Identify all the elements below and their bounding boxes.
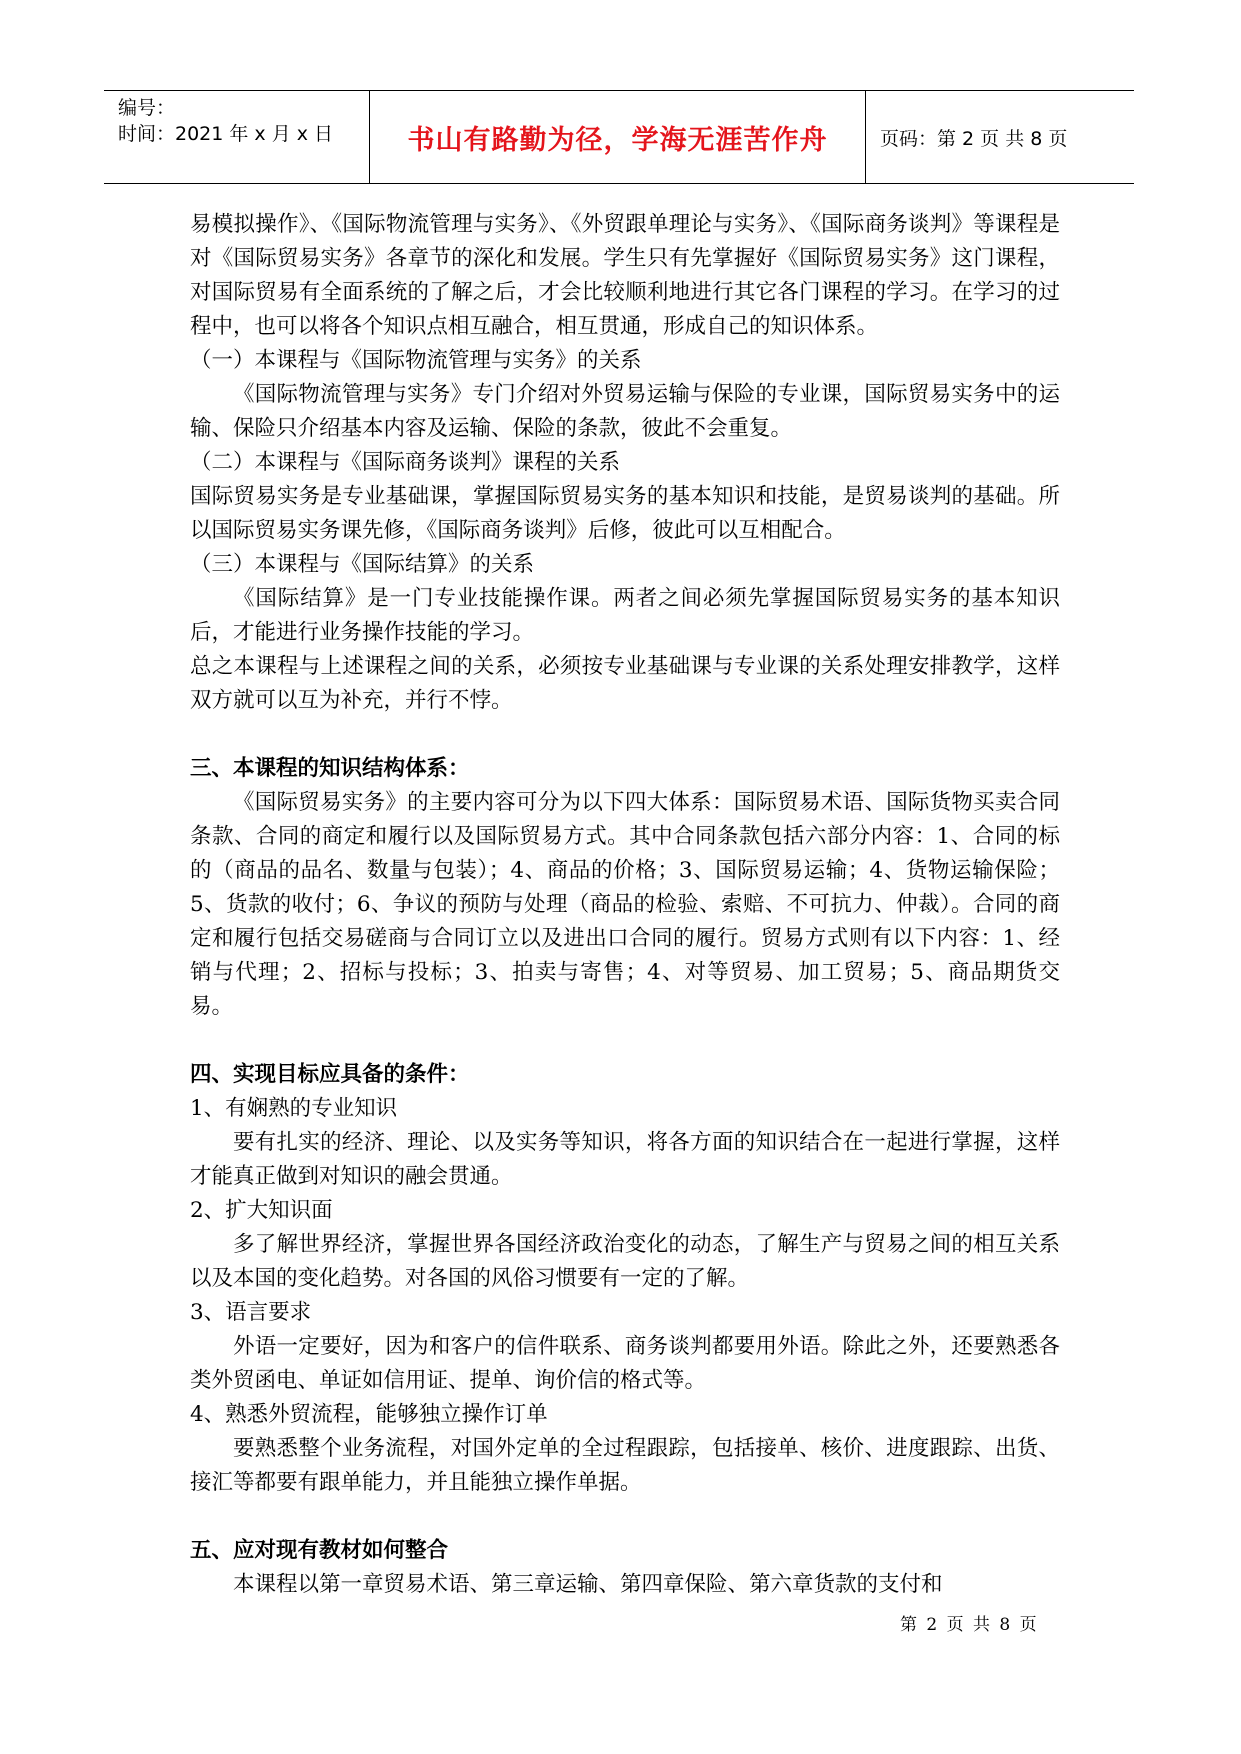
- body-paragraph: 国际贸易实务是专业基础课，掌握国际贸易实务的基本知识和技能，是贸易谈判的基础。所以国际贸易实务课先修，《国际商务谈判》后修，彼此可以互相配合。: [190, 484, 1060, 543]
- section-heading: 三、本课程的知识结构体系：: [190, 756, 470, 781]
- body-paragraph: 总之本课程与上述课程之间的关系，必须按专业基础课与专业课的关系处理安排教学，这样双方就可以互为补充，并行不悖。: [190, 654, 1060, 713]
- subsection-title: （一）本课程与《国际物流管理与实务》的关系: [190, 348, 642, 373]
- body-paragraph: 《国际结算》是一门专业技能操作课。两者之间必须先掌握国际贸易实务的基本知识后，才能进行业务操作技能的学习。: [190, 586, 1060, 645]
- body-paragraph: 《国际贸易实务》的主要内容可分为以下四大体系：国际贸易术语、国际货物买卖合同条款、合同的商定和履行以及国际贸易方式。其中合同条款包括六部分内容：1、合同的标的（商品的品名、数量与包装）；4、商品的价格；3、国际贸易运输；4、货物运输保险；5、货款的收付；6、争议的预防与处理（商品的检验、索赔、不可抗力、仲裁）。合同的商定和履行包括交易磋商与合同订立以及进出口合同的履行。贸易方式则有以下内容：1、经销与代理；2、招标与投标；3、拍卖与寄售；4、对等贸易、加工贸易；5、商品期货交易。: [190, 790, 1060, 1019]
- page-header: [104, 90, 1134, 184]
- body-paragraph: 要有扎实的经济、理论、以及实务等知识，将各方面的知识结合在一起进行掌握，这样才能真正做到对知识的融会贯通。: [190, 1130, 1060, 1189]
- body-paragraph: 多了解世界经济，掌握世界各国经济政治变化的动态，了解生产与贸易之间的相互关系以及本国的变化趋势。对各国的风俗习惯要有一定的了解。: [190, 1232, 1060, 1291]
- document-time-label: 时间：2021 年 x 月 x 日: [118, 123, 334, 145]
- header-motto: 书山有路勤为径，学海无涯苦作舟: [407, 124, 828, 156]
- footer-page-number: 第 2 页 共 8 页: [900, 1615, 1039, 1635]
- body-paragraph: 外语一定要好，因为和客户的信件联系、商务谈判都要用外语。除此之外，还要熟悉各类外贸函电、单证如信用证、提单、询价信的格式等。: [190, 1334, 1060, 1393]
- page-footer: [900, 1610, 1039, 1635]
- document-number-label: 编号：: [118, 97, 176, 119]
- list-item-title: 4、熟悉外贸流程，能够独立操作订单: [190, 1402, 548, 1427]
- list-item-title: 1、有娴熟的专业知识: [190, 1096, 398, 1121]
- section-heading: 四、实现目标应具备的条件：: [190, 1062, 470, 1087]
- body-paragraph: 《国际物流管理与实务》专门介绍对外贸易运输与保险的专业课，国际贸易实务中的运输、保险只介绍基本内容及运输、保险的条款，彼此不会重复。: [190, 382, 1060, 441]
- subsection-title: （三）本课程与《国际结算》的关系: [190, 552, 535, 577]
- body-paragraph: 本课程以第一章贸易术语、第三章运输、第四章保险、第六章货款的支付和: [233, 1572, 943, 1597]
- header-meta: [118, 91, 368, 187]
- header-page-label: 页码：第 2 页 共 8 页: [880, 127, 1068, 150]
- body-paragraph: 要熟悉整个业务流程，对国外定单的全过程跟踪，包括接单、核价、进度跟踪、出货、接汇等都要有跟单能力，并且能独立操作单据。: [190, 1436, 1060, 1495]
- list-item-title: 2、扩大知识面: [190, 1198, 333, 1223]
- subsection-title: （二）本课程与《国际商务谈判》课程的关系: [190, 450, 621, 475]
- section-heading: 五、应对现有教材如何整合: [190, 1538, 449, 1563]
- list-item-title: 3、语言要求: [190, 1300, 312, 1325]
- document-body: [190, 208, 1060, 1602]
- header-motto-cell: [369, 91, 866, 183]
- header-page-cell: [866, 91, 1148, 183]
- body-paragraph: 易模拟操作》、《国际物流管理与实务》、《外贸跟单理论与实务》、《国际商务谈判》等课程是对《国际贸易实务》各章节的深化和发展。学生只有先掌握好《国际贸易实务》这门课程，对国际贸易有全面系统的了解之后，才会比较顺利地进行其它各门课程的学习。在学习的过程中，也可以将各个知识点相互融合，相互贯通，形成自己的知识体系。: [190, 212, 1060, 339]
